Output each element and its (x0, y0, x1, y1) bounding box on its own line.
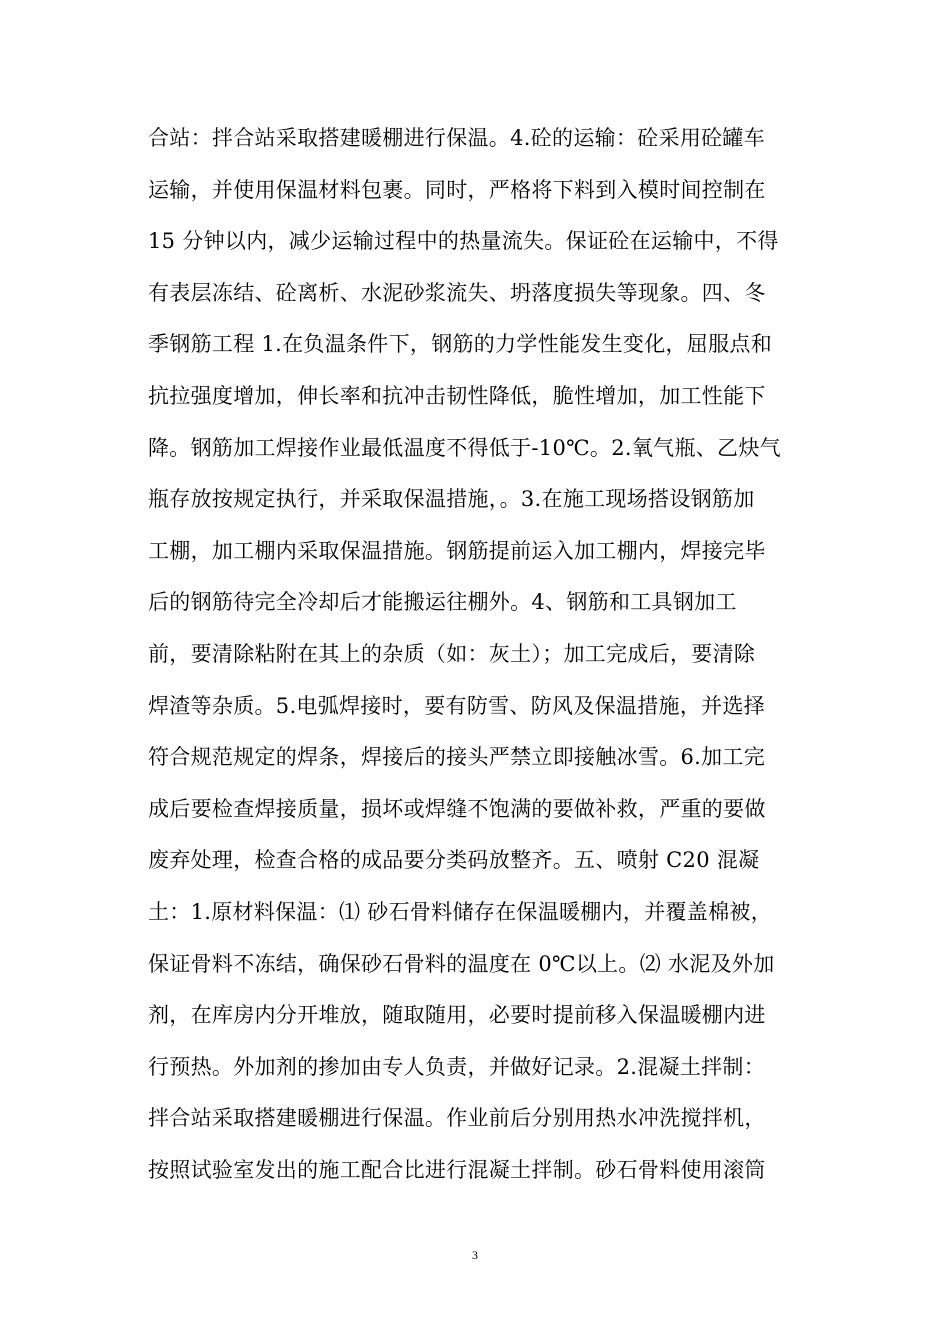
text-line: 废弃处理，检查合格的成品要分类码放整齐。五、喷射 C20 混凝 (148, 848, 760, 873)
page-number: 3 (472, 1248, 478, 1262)
text-line: 保证骨料不冻结，确保砂石骨料的温度在 0℃以上。⑵ 水泥及外加 (148, 951, 775, 976)
text-line: 土：1.原材料保温：⑴ 砂石骨料储存在保温暖棚内，并覆盖棉被， (148, 899, 773, 924)
text-line: 15 分钟以内，减少运输过程中的热量流失。保证砼在运输中，不得 (148, 229, 779, 254)
text-line: 符合规范规定的焊条，焊接后的接头严禁立即接触冰雪。6.加工完 (148, 745, 766, 770)
text-line: 工棚，加工棚内采取保温措施。钢筋提前运入加工棚内，焊接完毕 (148, 538, 766, 563)
text-line: 降。钢筋加工焊接作业最低温度不得低于-10℃。2.氧气瓶、乙炔气 (148, 435, 781, 460)
body-text (148, 116, 808, 1199)
text-line: 按照试验室发出的施工配合比进行混凝土拌制。砂石骨料使用滚筒 (148, 1157, 766, 1182)
text-line: 抗拉强度增加，伸长率和抗冲击韧性降低，脆性增加，加工性能下 (148, 383, 766, 408)
text-line: 后的钢筋待完全冷却后才能搬运往棚外。4、钢筋和工具钢加工 (148, 590, 737, 615)
text-line: 剂，在库房内分开堆放，随取随用，必要时提前移入保温暖棚内进 (148, 1003, 766, 1028)
text-line: 拌合站采取搭建暖棚进行保温。作业前后分别用热水冲洗搅拌机， (148, 1106, 766, 1131)
text-line: 有表层冻结、砼离析、水泥砂浆流失、坍落度损失等现象。四、冬 (148, 280, 766, 305)
text-line: 成后要检查焊接质量，损坏或焊缝不饱满的要做补救，严重的要做 (148, 796, 766, 821)
text-line: 季钢筋工程 1.在负温条件下，钢筋的力学性能发生变化，屈服点和 (148, 332, 773, 357)
text-line: 运输，并使用保温材料包裹。同时，严格将下料到入模时间控制在 (148, 177, 766, 202)
text-line: 前，要清除粘附在其上的杂质（如：灰土）；加工完成后，要清除 (148, 641, 756, 666)
text-line: 焊渣等杂质。5.电弧焊接时，要有防雪、防风及保温措施，并选择 (148, 693, 766, 718)
text-line: 行预热。外加剂的掺加由专人负责，并做好记录。2.混凝土拌制： (148, 1054, 766, 1079)
text-line: 瓶存放按规定执行，并采取保温措施，。3.在施工现场搭设钢筋加 (148, 487, 755, 512)
text-line: 合站：拌合站采取搭建暖棚进行保温。4.砼的运输：砼采用砼罐车 (148, 126, 766, 150)
